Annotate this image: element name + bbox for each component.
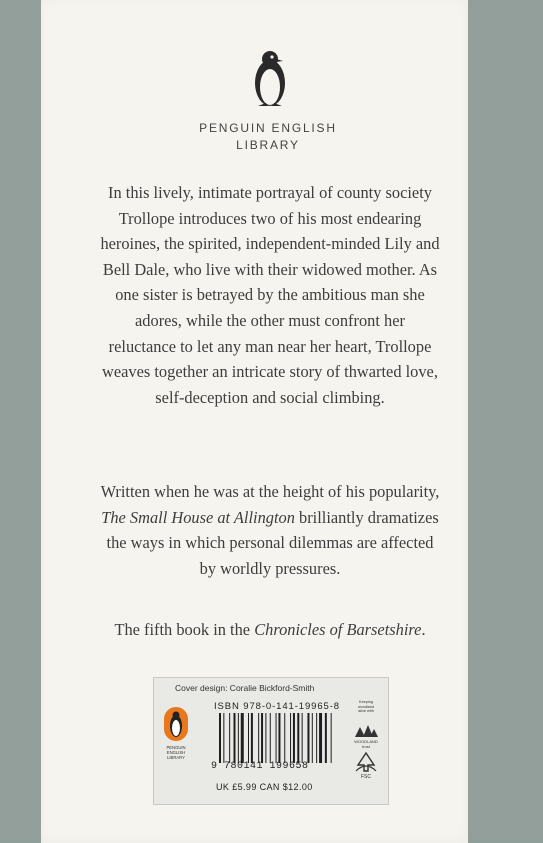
price-label: UK £5.99 CAN $12.00 (216, 782, 313, 792)
woodland-note-line-2: woodland (357, 704, 375, 709)
blurb-paragraph-1: In this lively, intimate portrayal of county society Trollope introduces two of his most endearing heroines, the spirited, independent-minded Lily and Bell Dale, who live with their widowed mother. As one sister is betrayed by the ambitious man she adores, while the other must confront her reluctance to let any man near her heart, Trollope weaves together an intricate story of thwarted love, self-deception and social climbing. (100, 183, 440, 407)
woodland-trust-icon (352, 724, 380, 738)
barcode-icon (219, 713, 347, 763)
blurb-paragraph-2 (100, 479, 440, 581)
penguin-mini-logo-icon (164, 707, 188, 741)
imprint-line-1: PENGUIN ENGLISH (199, 121, 337, 135)
book-title-italic: The Small House at Allington (101, 507, 295, 527)
blurb-p3-text: The fifth book in the (114, 620, 255, 639)
series-title-italic: Chronicles of Barsetshire (254, 620, 422, 639)
penguin-logo-icon (248, 49, 292, 111)
woodland-label-line-2: trust (362, 743, 370, 749)
blurb-paragraph-3 (100, 617, 440, 643)
mini-imprint-line-1: PENGUIN (166, 745, 186, 750)
mini-imprint-name (160, 745, 192, 760)
imprint-name (180, 120, 356, 154)
blurb-p2-text-after: brilliantly dramatizes the ways in which personal dilemmas are affected by worldly pressures. (106, 507, 439, 578)
woodland-note-line-1: Keeping (359, 700, 373, 704)
mini-imprint-line-3: LIBRARY (167, 755, 185, 760)
woodland-label-line-1: WOODLAND (354, 739, 378, 744)
barcode-digits: 9 780141 199658 (211, 761, 309, 772)
blurb-p3-text-after: . (421, 620, 426, 639)
fsc-label: FSC (361, 774, 371, 780)
fsc-tree-icon (354, 751, 378, 773)
blurb-p2-text: Written when he was at the height of his popularity, (100, 482, 440, 501)
woodland-label (350, 740, 382, 749)
imprint-line-2: LIBRARY (236, 138, 300, 152)
mini-imprint-line-2: ENGLISH (166, 750, 186, 755)
cover-design-credit: Cover design: Coralie Bickford-Smith (175, 683, 315, 693)
woodland-note-line-3: alive with (358, 709, 374, 714)
isbn-number: ISBN 978-0-141-19965-8 (214, 701, 340, 712)
woodland-note (350, 700, 382, 714)
